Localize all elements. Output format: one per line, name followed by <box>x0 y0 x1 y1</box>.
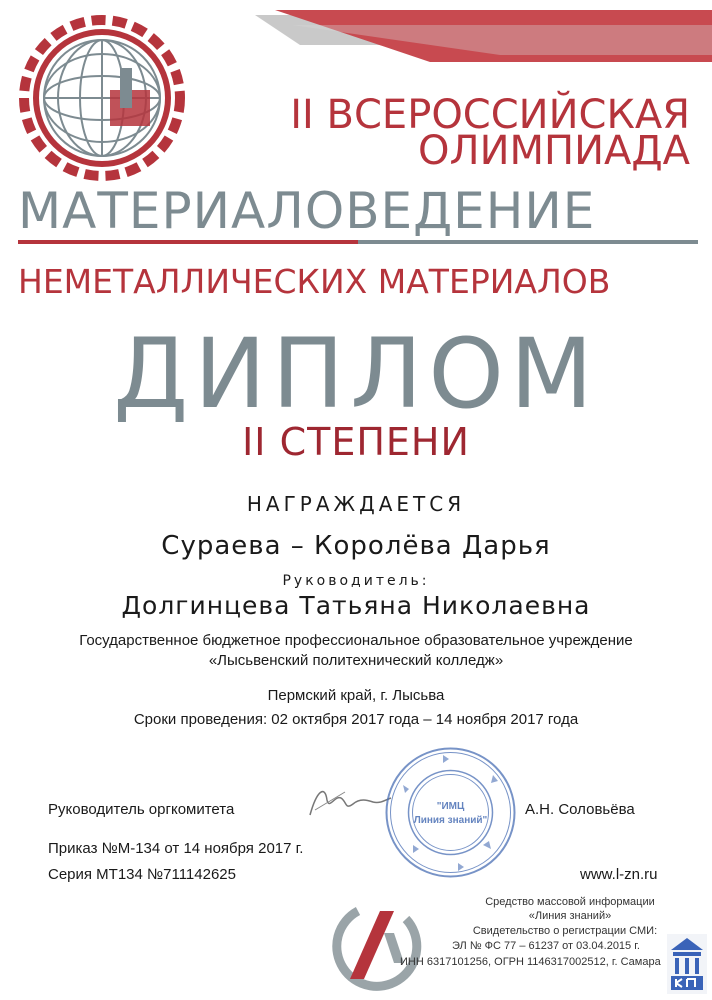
awarded-label: НАГРАЖДАЕТСЯ <box>246 492 466 516</box>
stamp-center-line1: "ИМЦ <box>436 801 465 812</box>
org-head-label: Руководитель оргкомитета <box>48 801 235 818</box>
supervisor-name: Долгинцева Татьяна Николаевна <box>121 591 591 620</box>
website-link[interactable]: www.l-zn.ru <box>580 866 658 883</box>
linia-znaniy-logo <box>328 893 428 993</box>
official-stamp <box>383 745 518 880</box>
media-line5: ИНН 6317101256, ОГРН 1146317002512, г. Самара <box>400 956 661 968</box>
diploma-series: Серия МТ134 №711142625 <box>48 866 236 883</box>
olympiad-title-line2: ОЛИМПИАДА <box>418 128 690 174</box>
media-line2: «Линия знаний» <box>528 910 612 922</box>
event-dates: Сроки проведения: 02 октября 2017 года – 14 ноября 2017 года <box>133 711 579 728</box>
diploma-degree: II СТЕПЕНИ <box>242 420 470 464</box>
olympiad-logo <box>12 8 192 188</box>
institution-line2: «Лысьвенский политехнический колледж» <box>208 652 504 669</box>
signature <box>305 780 395 825</box>
supervisor-label: Руководитель: <box>282 573 430 589</box>
diploma-title: ДИПЛОМ <box>113 318 599 430</box>
college-emblem <box>667 934 707 994</box>
media-line4: ЭЛ № ФС 77 – 61237 от 03.04.2015 г. <box>452 940 640 952</box>
olympiad-title-line1: II ВСЕРОССИЙСКАЯ <box>290 92 690 138</box>
recipient-name: Сураева – Королёва Дарья <box>161 531 551 561</box>
media-line1: Средство массовой информации <box>485 896 655 908</box>
order-number: Приказ №М-134 от 14 ноября 2017 г. <box>48 840 304 857</box>
subject-title-line2: НЕМЕТАЛЛИЧЕСКИХ МАТЕРИАЛОВ <box>18 262 611 301</box>
subject-underline <box>18 238 698 246</box>
institution-line1: Государственное бюджетное профессиональное образовательное учреждение <box>79 632 633 649</box>
media-line3: Свидетельство о регистрации СМИ: <box>472 925 658 937</box>
stamp-center-line2: Линия знаний" <box>413 815 488 826</box>
org-head-name: А.Н. Соловьёва <box>525 801 635 818</box>
region: Пермский край, г. Лысьва <box>267 687 445 704</box>
subject-title-line1: МАТЕРИАЛОВЕДЕНИЕ <box>18 182 596 240</box>
